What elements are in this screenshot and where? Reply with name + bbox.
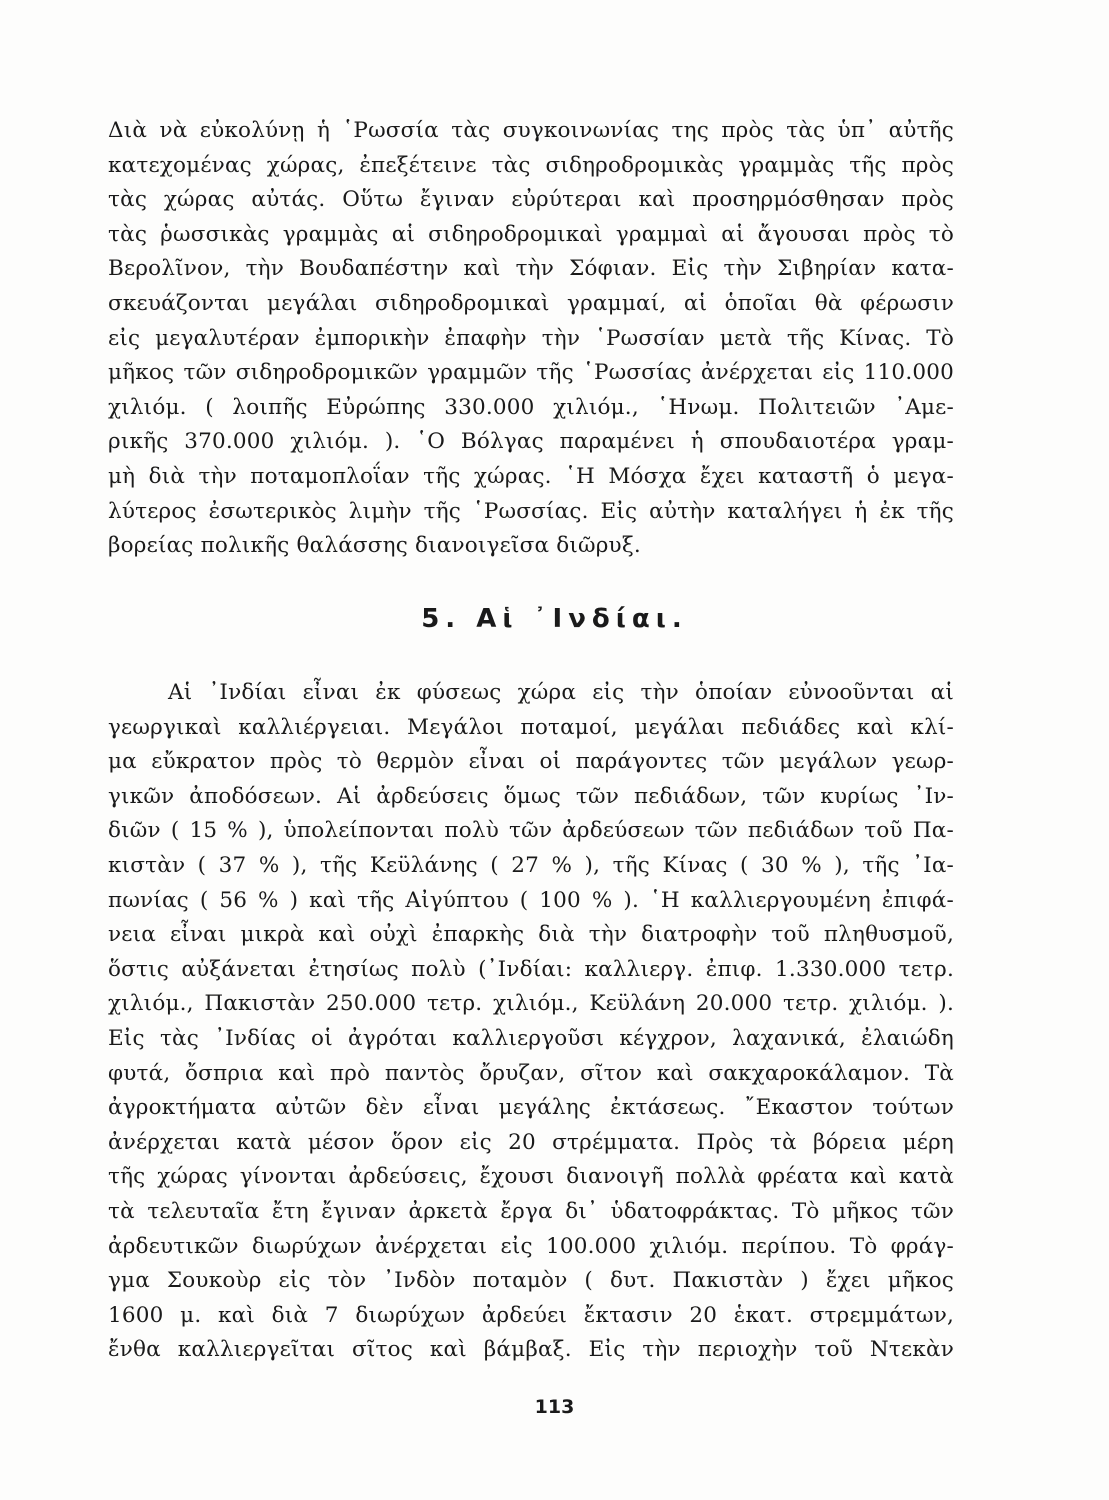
text-line: Εἰς τὰς ᾿Ινδίας οἱ ἀγρόται καλλιεργοῦσι κέγχρον, λαχανικά, ἐλαιώδη	[108, 1025, 954, 1051]
text-line: Βερολῖνον, τὴν Βουδαπέστην καὶ τὴν Σόφιαν. Εἰς τὴν Σιβηρίαν κατα-	[108, 256, 954, 282]
text-line: ἀρδευτικῶν διωρύχων ἀνέρχεται εἰς 100.000 χιλιόμ. περίπου. Τὸ φράγ-	[108, 1233, 954, 1259]
text-line: διῶν ( 15 % ), ὑπολείπονται πολὺ τῶν ἀρδεύσεων τῶν πεδιάδων τοῦ Πα-	[108, 818, 954, 844]
text-line: ἀγροκτήματα αὐτῶν δὲν εἶναι μεγάλης ἐκτάσεως. ῎Εκαστον τούτων	[108, 1095, 954, 1121]
text-line: Αἱ ᾿Ινδίαι εἶναι ἐκ φύσεως χώρα εἰς τὴν ὁποίαν εὐνοοῦνται αἱ	[168, 680, 954, 705]
text-line: σκευάζονται μεγάλαι σιδηροδρομικαὶ γραμμαί, αἱ ὁποῖαι θὰ φέρωσιν	[108, 290, 954, 316]
text-line: βορείας πολικῆς θαλάσσης διανοιγεῖσα διῶρυξ.	[108, 533, 641, 559]
page-number: 113	[534, 1396, 575, 1418]
text-line: ἔνθα καλλιεργεῖται σῖτος καὶ βάμβαξ. Εἰς τὴν περιοχὴν τοῦ Ντεκὰν	[108, 1337, 954, 1363]
text-line: κιστὰν ( 37 % ), τῆς Κεϋλάνης ( 27 % ), τῆς Κίνας ( 30 % ), τῆς ᾿Ια-	[108, 852, 954, 878]
text-line: Διὰ νὰ εὐκολύνῃ ἡ ῾Ρωσσία τὰς συγκοινωνίας της πρὸς τὰς ὑπ᾿ αὐτῆς	[108, 118, 954, 143]
text-line: 1600 μ. καὶ διὰ 7 διωρύχων ἀρδεύει ἔκτασιν 20 ἑκατ. στρεμμάτων,	[108, 1302, 954, 1328]
paragraph-russia-railways	[108, 114, 954, 564]
text-line: τὰς χώρας αὐτάς. Οὕτω ἔγιναν εὐρύτεραι καὶ προσηρμόσθησαν πρὸς	[108, 187, 954, 213]
text-line: ρικῆς 370.000 χιλιόμ. ). ῾Ο Βόλγας παραμένει ἡ σπουδαιοτέρα γραμ-	[108, 429, 954, 455]
text-line: νεια εἶναι μικρὰ καὶ οὐχὶ ἐπαρκὴς διὰ τὴν διατροφὴν τοῦ πληθυσμοῦ,	[108, 922, 954, 948]
text-line: τῆς χώρας γίνονται ἀρδεύσεις, ἔχουσι διανοιγῆ πολλὰ φρέατα καὶ κατὰ	[108, 1164, 954, 1190]
text-line: τὰ τελευταῖα ἔτη ἔγιναν ἀρκετὰ ἔργα δι᾿ ὑδατοφράκτας. Τὸ μῆκος τῶν	[108, 1198, 954, 1224]
text-line: γεωργικαὶ καλλιέργειαι. Μεγάλοι ποταμοί, μεγάλαι πεδιάδες καὶ κλί-	[108, 714, 954, 740]
text-line: ὅστις αὐξάνεται ἐτησίως πολὺ (᾿Ινδίαι: καλλιεργ. ἐπιφ. 1.330.000 τετρ.	[108, 956, 954, 982]
text-line: πωνίας ( 56 % ) καὶ τῆς Αἰγύπτου ( 100 % ). ῾Η καλλιεργουμένη ἐπιφά-	[108, 887, 954, 913]
text-line: λύτερος ἐσωτερικὸς λιμὴν τῆς ῾Ρωσσίας. Εἰς αὐτὴν καταλήγει ἡ ἐκ τῆς	[108, 498, 954, 524]
text-line: φυτά, ὄσπρια καὶ πρὸ παντὸς ὄρυζαν, σῖτον καὶ σακχαροκάλαμον. Τὰ	[108, 1060, 954, 1086]
paragraph-india-agriculture	[108, 676, 954, 1368]
text-line: μῆκος τῶν σιδηροδρομικῶν γραμμῶν τῆς ῾Ρωσσίας ἀνέρχεται εἰς 110.000	[108, 360, 954, 386]
text-line: γικῶν ἀποδόσεων. Αἱ ἀρδεύσεις ὅμως τῶν πεδιάδων, τῶν κυρίως ᾿Ιν-	[108, 783, 954, 809]
text-line: γμα Σουκοὺρ εἰς τὸν ᾿Ινδὸν ποταμὸν ( δυτ. Πακιστὰν ) ἔχει μῆκος	[108, 1268, 954, 1294]
text-line: τὰς ῥωσσικὰς γραμμὰς αἱ σιδηροδρομικαὶ γραμμαὶ αἱ ἄγουσαι πρὸς τὸ	[108, 221, 954, 247]
text-line: κατεχομένας χώρας, ἐπεξέτεινε τὰς σιδηροδρομικὰς γραμμὰς τῆς πρὸς	[108, 152, 954, 178]
text-line: ἀνέρχεται κατὰ μέσον ὅρον εἰς 20 στρέμματα. Πρὸς τὰ βόρεια μέρη	[108, 1129, 954, 1155]
text-line: μὴ διὰ τὴν ποταμοπλοΐαν τῆς χώρας. ῾Η Μόσχα ἔχει καταστῆ ὁ μεγα-	[108, 463, 954, 489]
text-line: χιλιόμ., Πακιστὰν 250.000 τετρ. χιλιόμ., Κεϋλάνη 20.000 τετρ. χιλιόμ. ).	[108, 991, 954, 1017]
section-heading: 5. Αἱ ᾿Ινδίαι.	[421, 604, 688, 634]
text-line: εἰς μεγαλυτέραν ἐμπορικὴν ἐπαφὴν τὴν ῾Ρωσσίαν μετὰ τῆς Κίνας. Τὸ	[108, 325, 954, 351]
text-line: χιλιόμ. ( λοιπῆς Εὐρώπης 330.000 χιλιόμ., ῾Ηνωμ. Πολιτειῶν ᾿Αμε-	[108, 394, 954, 420]
text-line: μα εὔκρατον πρὸς τὸ θερμὸν εἶναι οἱ παράγοντες τῶν μεγάλων γεωρ-	[108, 749, 954, 775]
